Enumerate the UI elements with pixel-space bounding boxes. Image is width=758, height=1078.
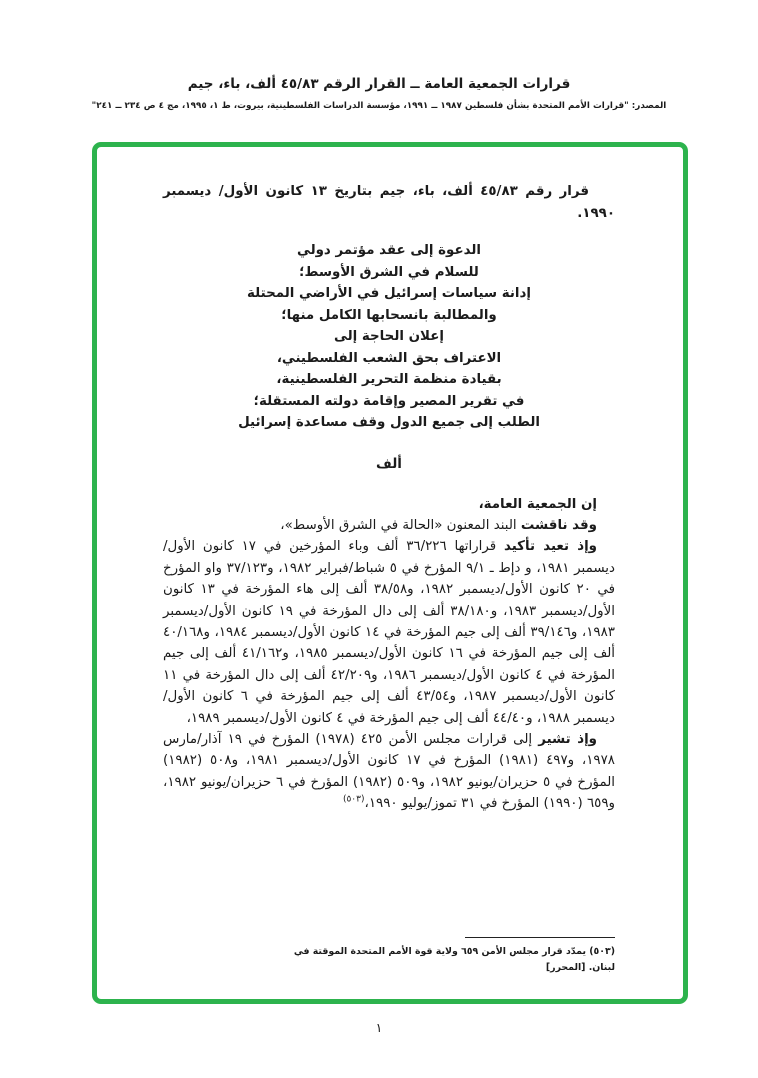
paragraph-lead: إن الجمعية العامة،: [478, 496, 597, 512]
title-line: إدانة سياسات إسرائيل في الأراضي المحتلة: [247, 286, 531, 301]
footnote-separator: [465, 937, 615, 938]
page-number: ١: [375, 1020, 383, 1035]
paragraph-text: إلى قرارات مجلس الأمن ٤٢٥ (١٩٧٨) المؤرخ في ١٩ آذار/مارس ١٩٧٨، و٤٩٧ (١٩٨١) المؤرخ في ١٧ كانون الأول/ديسمبر ١٩٨١، و٥٠٨ (١٩٨٢) المؤرخ في ٥ حزيران/يونيو ١٩٨٢، و٥٠٩ (١٩٨٢) المؤرخ في ٦ حزيران/يونيو ١٩٨٢، و٦٥٩ (١٩٩٠) المؤرخ في ٣١ تموز/يوليو ١٩٩٠،: [163, 731, 616, 812]
title-line: إعلان الحاجة إلى: [334, 329, 444, 344]
title-line: في تقرير المصير وإقامة دولته المستقلة؛: [253, 393, 525, 409]
body-paragraph: [163, 515, 615, 536]
source-line: المصدر: "قرارات الأمم المتحدة بشأن فلسطين ١٩٨٧ ــ ١٩٩١، مؤسسة الدراسات الفلسطينية، بيروت، ط ١، ١٩٩٥، مج ٤ ص ٢٣٤ ــ ٢٤١": [91, 101, 667, 111]
title-line: بقيادة منظمة التحرير الفلسطينية،: [276, 372, 502, 387]
header-title: قرارات الجمعية العامة ــ القرار الرقم ٤٥/٨٣ ألف، باء، جيم: [187, 76, 571, 92]
title-line: الطلب إلى جميع الدول وقف مساعدة إسرائيل: [238, 415, 540, 430]
paragraph-text: قراراتها ٣٦/٢٢٦ ألف وباء المؤرخين في ١٧ كانون الأول/ديسمبر ١٩٨١، و دإط ـ ٩/١ المؤرخ في ٥ شباط/فبراير ١٩٨٢، و٣٧/١٢٣ واو المؤرخ في ٢٠ كانون الأول/ديسمبر ١٩٨٢، و٣٨/٥٨ ألف إلى هاء المؤرخة في ١٣ كانون الأول/ديسمبر ١٩٨٣، و٣٨/١٨٠ ألف إلى دال المؤرخة في ١٩ كانون الأول/ديسمبر ١٩٨٣، و٣٩/١٤٦ ألف إلى جيم المؤرخة في ١٤ كانون الأول/ديسمبر ١٩٨٤، و٤٠/١٦٨ ألف إلى جيم المؤرخة في ١٦ كانون الأول/ديسمبر ١٩٨٥، و٤١/١٦٢ ألف إلى جيم المؤرخة في ٤ كانون الأول/ديسمبر ١٩٨٦، و٤٢/٢٠٩ ألف إلى دال المؤرخة في ١١ كانون الأول/ديسمبر ١٩٨٧، و٤٣/٥٤ ألف إلى جيم المؤرخة في ٦ كانون الأول/ديسمبر ١٩٨٨، و٤٤/٤٠ ألف إلى جيم المؤرخة في ٤ كانون الأول/ديسمبر ١٩٨٩،: [163, 539, 616, 726]
body-paragraph: [163, 494, 615, 515]
paragraph-lead: وإذ تعيد تأكيد: [503, 539, 597, 555]
title-line: الدعوة إلى عقد مؤتمر دولي: [297, 243, 481, 258]
resolution-intro: قرار رقم ٤٥/٨٣ ألف، باء، جيم بتاريخ ١٣ كانون الأول/ ديسمبر ١٩٩٠.: [163, 184, 615, 221]
body-paragraph: [163, 729, 615, 815]
document-body: [163, 181, 615, 815]
document-frame: [92, 142, 688, 1004]
page-header: [0, 76, 758, 111]
title-line: للسلام في الشرق الأوسط؛: [299, 264, 479, 280]
paragraph-text: البند المعنون «الحالة في الشرق الأوسط»،: [280, 517, 521, 533]
paragraph-lead: وقد ناقشت: [520, 517, 597, 533]
footnote-ref: (٥٠٣): [342, 794, 365, 805]
title-line: الاعتراف بحق الشعب الفلسطيني،: [276, 350, 502, 366]
resolution-body: [163, 494, 615, 815]
paragraph-lead: وإذ تشير: [538, 731, 597, 747]
footnote: [270, 937, 615, 975]
footnote-line: (٥٠٣) يمدّد قرار مجلس الأمن ٦٥٩ ولاية قوة الأمم المتحدة الموقتة في: [293, 946, 615, 957]
title-line: والمطالبة بانسحابها الكامل منها؛: [281, 307, 497, 323]
footnote-line: لبنان. [المحرر]: [545, 961, 615, 973]
resolution-title-block: [163, 240, 615, 434]
body-paragraph: [163, 536, 615, 729]
section-label-alef: ألف: [376, 455, 402, 472]
